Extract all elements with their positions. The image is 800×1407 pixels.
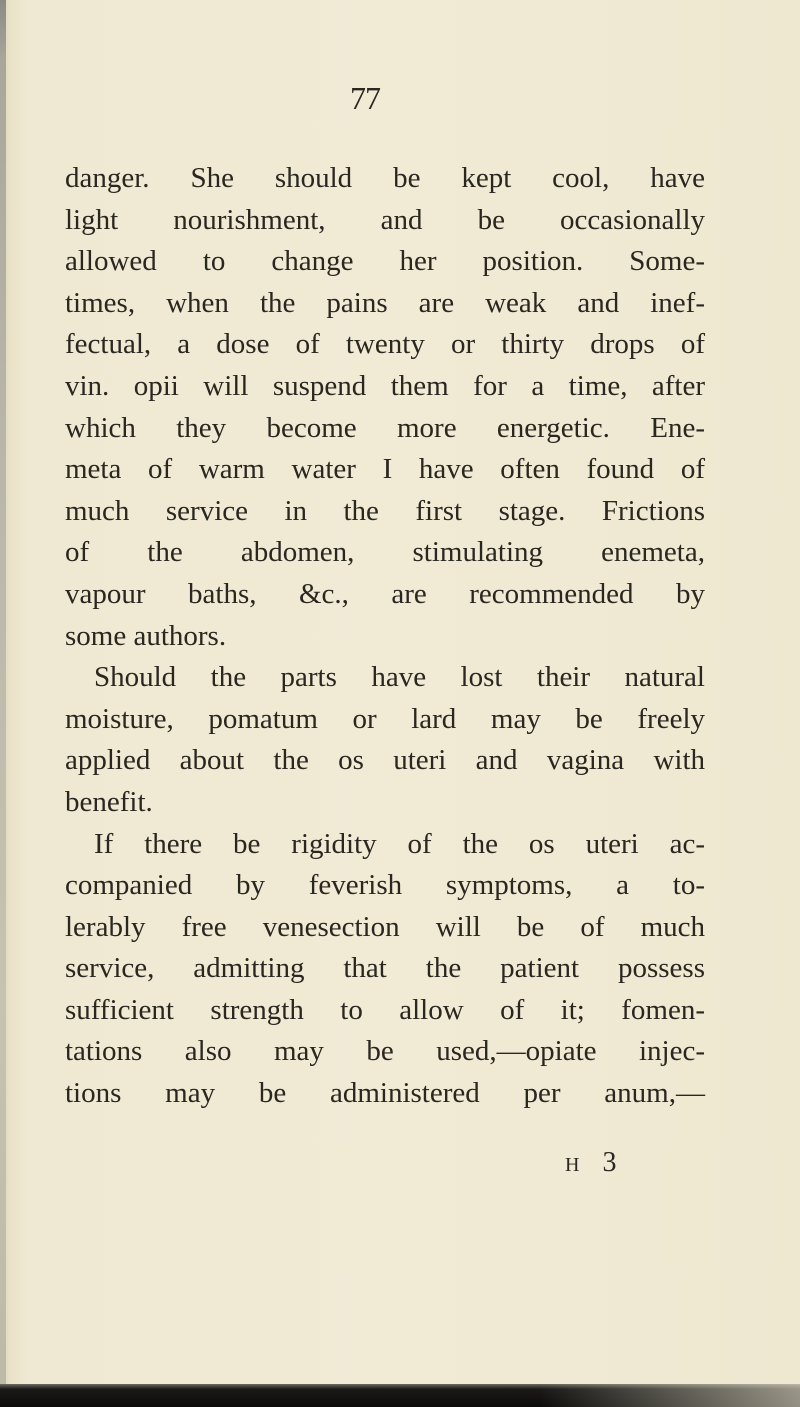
text-line: sufficient strength to allow of it; fomen- [65, 993, 705, 1026]
text-line: fectual, a dose of twenty or thirty drops of [65, 328, 705, 361]
text-line: much service in the first stage. Frictions [65, 494, 705, 527]
printer-signature-mark [565, 1143, 617, 1185]
text-line: applied about the os uteri and vagina with [65, 744, 705, 777]
signature-letter: H [565, 1154, 581, 1176]
text-line: which they become more energetic. Ene- [65, 411, 705, 444]
signature-number: 3 [602, 1147, 618, 1178]
text-line: of the abdomen, stimulating enemeta, [65, 536, 705, 569]
body-text [65, 158, 705, 1115]
text-line: companied by feverish symptoms, a to- [65, 869, 705, 902]
text-line: some authors. [65, 619, 227, 652]
text-line: service, admitting that the patient possess [65, 952, 705, 985]
text-line: moisture, pomatum or lard may be freely [65, 702, 705, 735]
page-number: 77 [350, 80, 380, 116]
text-line: allowed to change her position. Some- [65, 245, 705, 278]
text-line: tions may be administered per anum,— [65, 1077, 705, 1110]
text-line: lerably free venesection will be of much [65, 910, 705, 943]
text-line: benefit. [65, 785, 153, 818]
text-line: If there be rigidity of the os uteri ac- [94, 827, 705, 860]
text-line: vapour baths, &c., are recommended by [65, 577, 705, 610]
page-binding-edge [0, 0, 6, 1407]
scan-bottom-edge-fade [540, 1384, 800, 1407]
text-line: meta of warm water I have often found of [65, 453, 705, 486]
text-line: tations also may be used,—opiate injec- [65, 1035, 705, 1068]
text-line: light nourishment, and be occasionally [65, 203, 705, 236]
text-line: times, when the pains are weak and inef- [65, 286, 705, 319]
text-line: vin. opii will suspend them for a time, after [65, 369, 705, 402]
text-line: Should the parts have lost their natural [94, 661, 705, 694]
text-line: danger. She should be kept cool, have [65, 162, 705, 194]
